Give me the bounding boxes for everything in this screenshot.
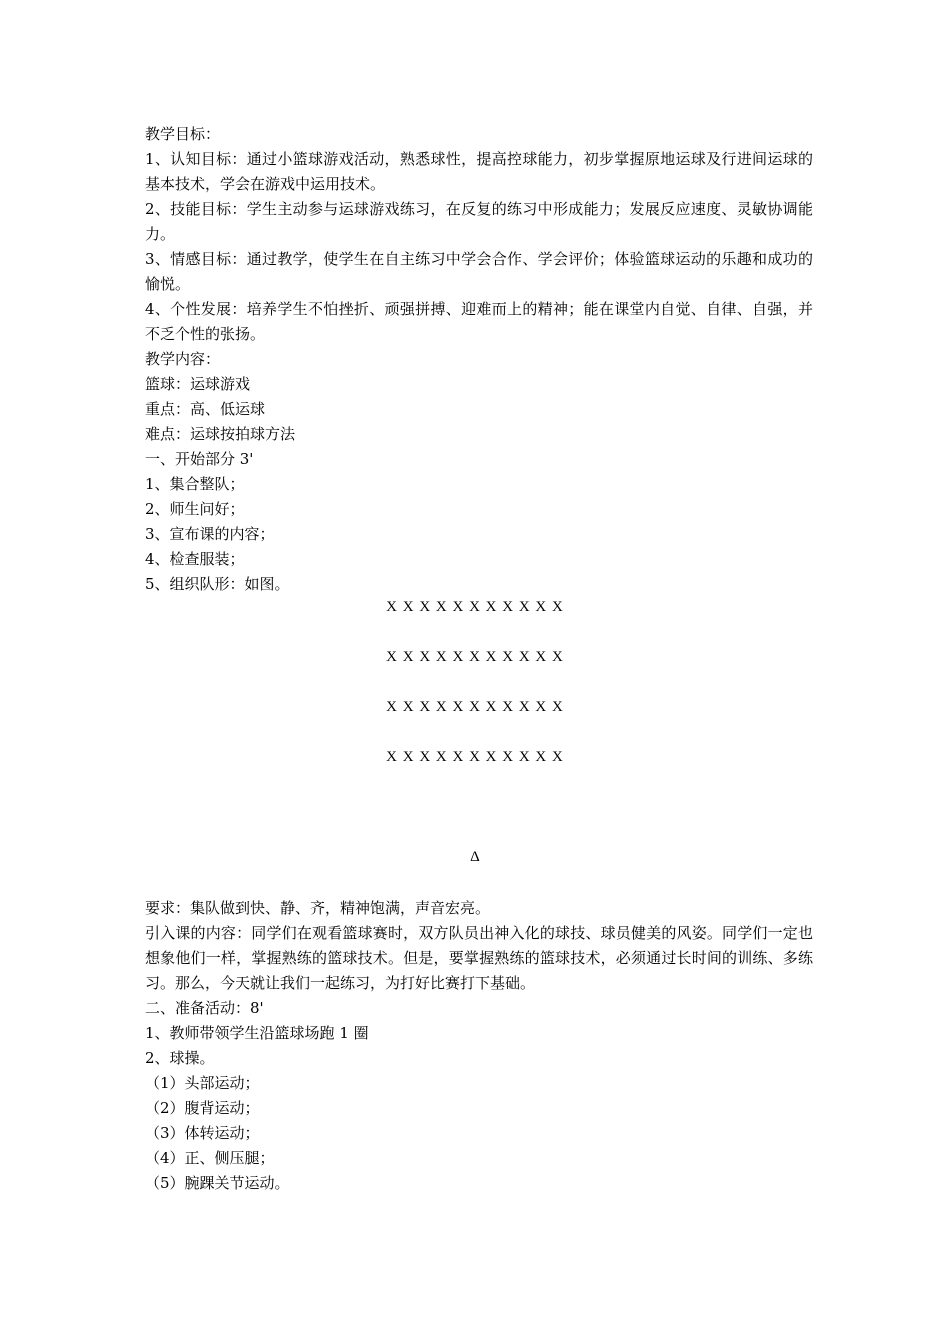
exercise-item-4: （4）正、侧压腿； — [145, 1149, 275, 1167]
objective-affective: 3、情感目标：通过教学，使学生在自主练习中学会合作、学会评价；体验篮球运动的乐趣和成功的愉悦。 — [145, 250, 813, 293]
opening-step-3: 3、宣布课的内容； — [145, 525, 275, 543]
heading-objectives: 教学目标： — [145, 125, 221, 143]
formation-row: X X X X X X X X X X X — [386, 599, 564, 615]
opening-step-5: 5、组织队形：如图。 — [145, 575, 290, 593]
warmup-step-1: 1、教师带领学生沿篮球场跑 1 圈 — [145, 1024, 369, 1042]
heading-content: 教学内容： — [145, 350, 221, 368]
formation-row: X X X X X X X X X X X — [386, 749, 564, 765]
heading-opening-part: 一、开始部分 3' — [145, 450, 254, 468]
opening-step-4: 4、检查服装； — [145, 550, 245, 568]
content-difficulty: 难点：运球按拍球方法 — [145, 425, 296, 443]
formation-row: X X X X X X X X X X X — [386, 649, 564, 665]
objectives-section — [145, 122, 813, 597]
warmup-step-2: 2、球操。 — [145, 1049, 215, 1067]
lesson-introduction: 引入课的内容：同学们在观看篮球赛时，双方队员出神入化的球技、球员健美的风姿。同学们一定也想象他们一样，掌握熟练的篮球技术。但是，要掌握熟练的篮球技术，必须通过长时间的训练、多练习。那么，今天就让我们一起练习，为打好比赛打下基础。 — [145, 924, 813, 992]
heading-warmup: 二、准备活动：8' — [145, 999, 264, 1017]
formation-row: X X X X X X X X X X X — [386, 699, 564, 715]
requirements-line: 要求：集队做到快、静、齐，精神饱满，声音宏亮。 — [145, 899, 491, 917]
requirements-section — [145, 896, 813, 1196]
exercise-item-2: （2）腹背运动； — [145, 1099, 260, 1117]
objective-cognitive: 1、认知目标：通过小篮球游戏活动，熟悉球性，提高控球能力，初步掌握原地运球及行进间运球的基本技术，学会在游戏中运用技术。 — [145, 150, 813, 193]
teacher-position-mark: Δ — [470, 849, 480, 865]
content-basketball: 篮球：运球游戏 — [145, 375, 251, 393]
opening-step-1: 1、集合整队； — [145, 475, 245, 493]
objective-personality: 4、个性发展：培养学生不怕挫折、顽强拼搏、迎难而上的精神；能在课堂内自觉、自律、自强，并不乏个性的张扬。 — [145, 300, 813, 343]
opening-step-2: 2、师生问好； — [145, 500, 245, 518]
content-key-point: 重点：高、低运球 — [145, 400, 266, 418]
exercise-item-3: （3）体转运动； — [145, 1124, 260, 1142]
exercise-item-1: （1）头部运动； — [145, 1074, 260, 1092]
objective-skill: 2、技能目标：学生主动参与运球游戏练习，在反复的练习中形成能力；发展反应速度、灵敏协调能力。 — [145, 200, 813, 243]
exercise-item-5: （5）腕踝关节运动。 — [145, 1174, 290, 1192]
